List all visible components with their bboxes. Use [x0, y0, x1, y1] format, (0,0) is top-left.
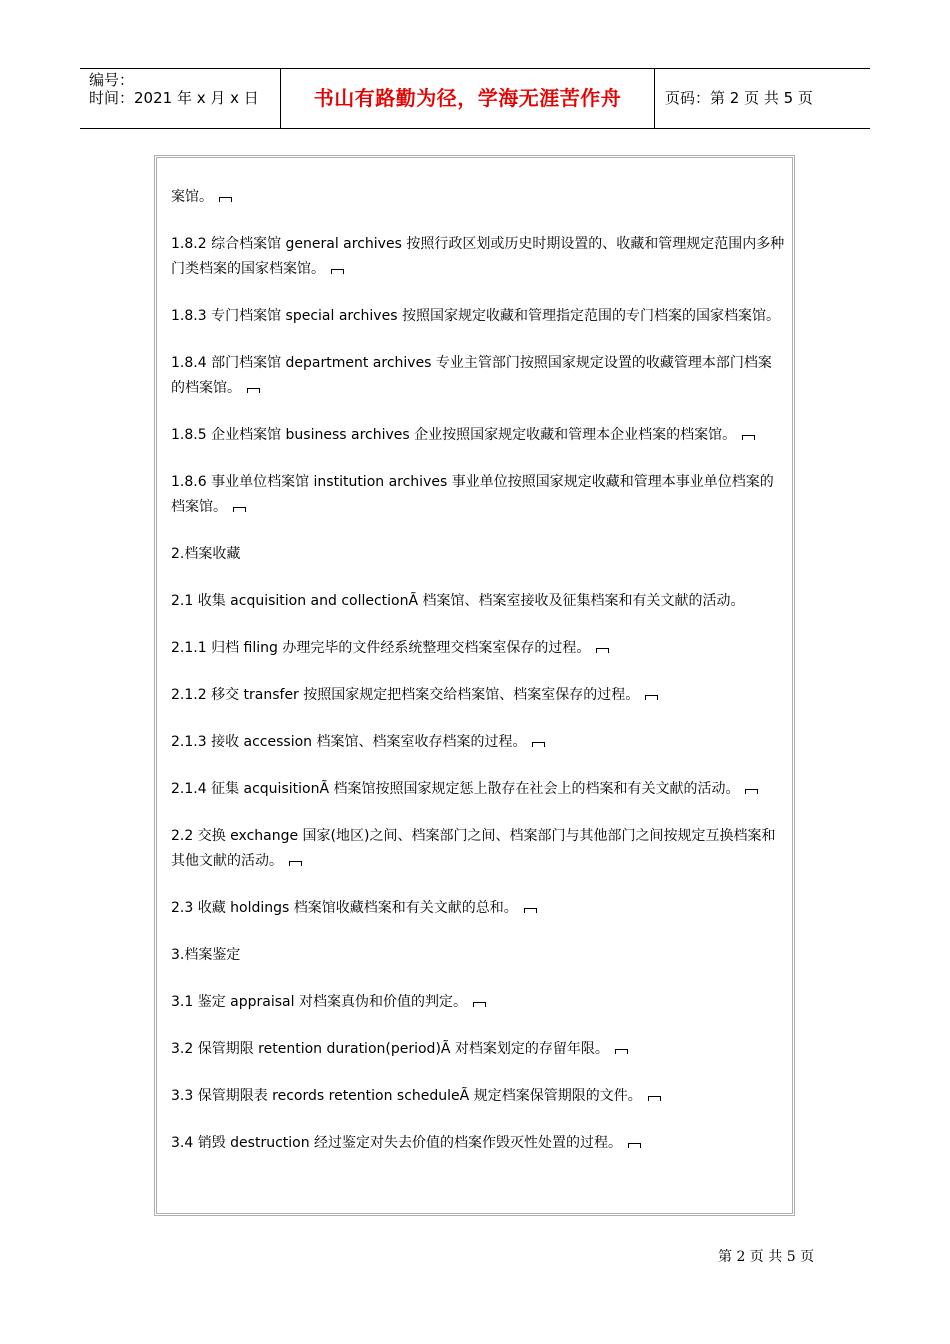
paragraph-text: 1.8.6 事业单位档案馆 institution archives 事业单位按照国家规定收藏和管理本事业单位档案的档案馆。: [171, 474, 774, 515]
paragraph-text: 1.8.3 专门档案馆 special archives 按照国家规定收藏和管理指定范围的专门档案的国家档案馆。: [171, 308, 780, 324]
paragraph-text: 2.档案收藏: [171, 546, 241, 562]
line-break-mark-icon: [473, 1002, 486, 1007]
line-break-mark-icon: [742, 435, 755, 440]
paragraph: [171, 185, 785, 210]
line-break-mark-icon: [596, 648, 609, 653]
line-break-mark-icon: [628, 1143, 641, 1148]
date-label: 时间：2021 年 x 月 x 日: [89, 89, 259, 107]
paragraph: [171, 990, 785, 1015]
line-break-mark-icon: [645, 695, 658, 700]
line-break-mark-icon: [648, 1096, 661, 1101]
paragraph: [171, 470, 785, 520]
paragraph: [171, 232, 785, 282]
paragraph: [171, 589, 785, 614]
paragraph: [171, 824, 785, 874]
line-break-mark-icon: [219, 197, 232, 202]
paragraph: [171, 1084, 785, 1109]
line-break-mark-icon: [745, 789, 758, 794]
footer-page-info: 第 2 页 共 5 页: [718, 1249, 815, 1265]
paragraph-text: 2.1.1 归档 filing 办理完毕的文件经系统整理交档案室保存的过程。: [171, 640, 591, 656]
paragraph: [171, 1131, 785, 1156]
line-break-mark-icon: [233, 507, 246, 512]
paragraph: [171, 542, 785, 567]
serial-number-label: 编号：: [89, 71, 135, 89]
paragraph-text: 1.8.4 部门档案馆 department archives 专业主管部门按照国家规定设置的收藏管理本部门档案的档案馆。: [171, 355, 772, 396]
paragraph-text: 2.1 收集 acquisition and collectionÃ 档案馆、档案室接收及征集档案和有关文献的活动。: [171, 593, 745, 609]
paragraph-text: 1.8.2 综合档案馆 general archives 按照行政区划或历史时期设置的、收藏和管理规定范围内多种门类档案的国家档案馆。: [171, 236, 785, 277]
paragraph: [171, 943, 785, 968]
header-meta: [80, 69, 281, 128]
paragraph-text: 2.2 交换 exchange 国家(地区)之间、档案部门之间、档案部门与其他部门之间按规定互换档案和其他文献的活动。: [171, 828, 776, 869]
paragraph: [171, 636, 785, 661]
line-break-mark-icon: [615, 1049, 628, 1054]
line-break-mark-icon: [331, 269, 344, 274]
paragraph-text: 2.1.2 移交 transfer 按照国家规定把档案交给档案馆、档案室保存的过程。: [171, 687, 640, 703]
paragraph-text: 3.3 保管期限表 records retention scheduleÃ 规定档案保管期限的文件。: [171, 1088, 642, 1104]
paragraph: [171, 304, 785, 329]
paragraph: [171, 777, 785, 802]
paragraph-text: 案馆。: [171, 189, 213, 205]
paragraph: [171, 1037, 785, 1062]
line-break-mark-icon: [524, 908, 537, 913]
page-header: [80, 68, 870, 129]
line-break-mark-icon: [289, 861, 302, 866]
line-break-mark-icon: [247, 388, 260, 393]
paragraph: [171, 683, 785, 708]
paragraph-text: 2.3 收藏 holdings 档案馆收藏档案和有关文献的总和。: [171, 900, 518, 916]
line-break-mark-icon: [532, 742, 545, 747]
paragraph-text: 2.1.3 接收 accession 档案馆、档案室收存档案的过程。: [171, 734, 527, 750]
paragraph: [171, 730, 785, 755]
document-body: [171, 185, 785, 1178]
paragraph: [171, 423, 785, 448]
paragraph: [171, 896, 785, 921]
paragraph-text: 3.档案鉴定: [171, 947, 241, 963]
paragraph-text: 1.8.5 企业档案馆 business archives 企业按照国家规定收藏和管理本企业档案的档案馆。: [171, 427, 737, 443]
paragraph: [171, 351, 785, 401]
paragraph-text: 3.2 保管期限 retention duration(period)Ã 对档案划定的存留年限。: [171, 1041, 609, 1057]
paragraph-text: 3.4 销毁 destruction 经过鉴定对失去价值的档案作毁灭性处置的过程。: [171, 1135, 623, 1151]
header-page-info: 页码：第 2 页 共 5 页: [665, 89, 813, 107]
paragraph-text: 3.1 鉴定 appraisal 对档案真伪和价值的判定。: [171, 994, 467, 1010]
paragraph-text: 2.1.4 征集 acquisitionÃ 档案馆按照国家规定惩上散存在社会上的档案和有关文献的活动。: [171, 781, 740, 797]
header-motto: 书山有路勤为径，学海无涯苦作舟: [281, 69, 655, 128]
